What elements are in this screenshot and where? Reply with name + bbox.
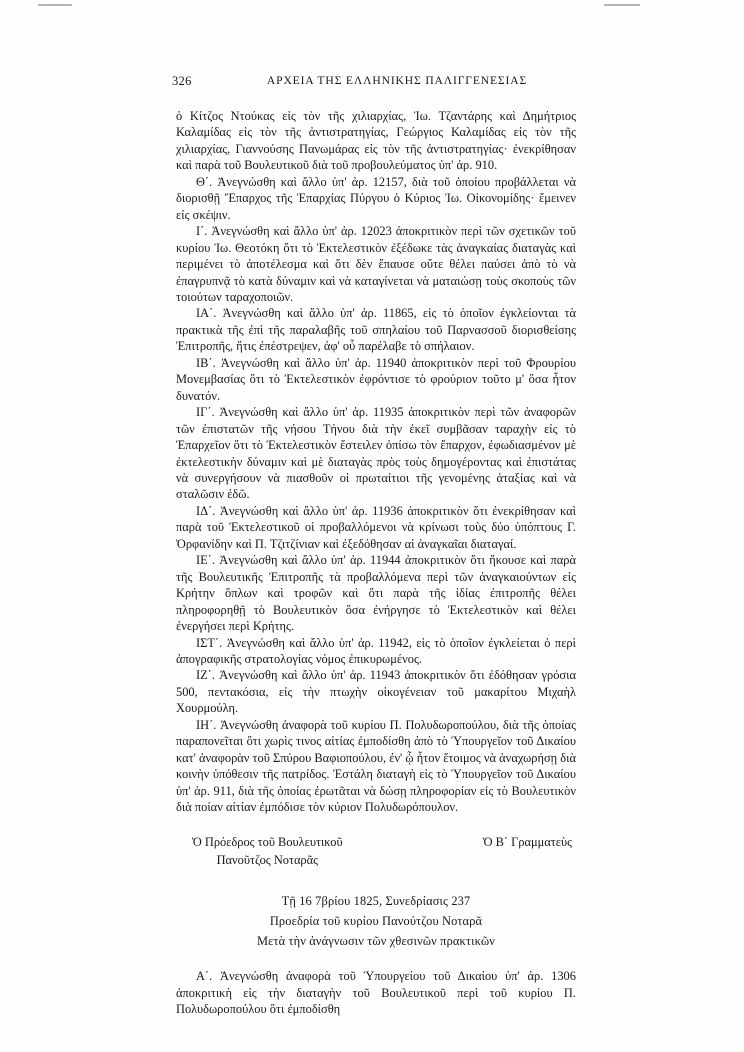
body-text [176, 108, 576, 815]
paragraph-ia: ΙΑ΄. Ἀνεγνώσθη καὶ ἄλλο ὑπ' ἀρ. 11865, εἰς τὸ ὁποῖον ἐγκλείονται τὰ πρακτικὰ τῆς ἐπὶ τῆς παραλαβῆς τοῦ σπηλαίου τοῦ Παρνασσοῦ διορισθείσης Ἐπιτροπῆς, ἥτις ἐπέστρεψεν, ἀφ' οὗ παρέλαβε τὸ σπήλαιον. [176, 306, 576, 354]
page-number: 326 [172, 74, 192, 88]
paragraph-alpha: Α΄. Ἀνεγνώσθη ἀναφορὰ τοῦ Ὑπουργείου τοῦ Δικαίου ὑπ' ἀρ. 1306 ἀποκριτικὴ εἰς τὴν διαταγὴν τοῦ Βουλευτικοῦ περὶ τοῦ κυρίου Π. Πολυδωροπούλου ὅτι ἐμποδίσθη [176, 969, 576, 1017]
paragraph-theta: Θ΄. Ἀνεγνώσθη καὶ ἄλλο ὑπ' ἀρ. 12157, διὰ τοῦ ὁποίου προβάλλεται νὰ διορισθῇ Ἔπαρχος τῆς Ἐπαρχίας Πύργου ὁ Κύριος Ἰω. Οἰκονομίδης· ἔμεινεν εἰς σκέψιν. [176, 174, 576, 222]
scan-edge-mark-right [604, 4, 640, 6]
paragraph-ib: ΙΒ΄. Ἀνεγνώσθη καὶ ἄλλο ὑπ' ἀρ. 11940 ἀποκριτικὸν περὶ τοῦ Φρουρίου Μονεμβασίας ὅτι τὸ Ἐκτελεστικὸν ἐφρόντισε τὸ φρούριον τοῦτο μ' ὅσα ἦτον δυνατόν. [176, 355, 576, 403]
signature-president-title: Ὁ Πρόεδρος τοῦ Βουλευτικοῦ [192, 835, 343, 850]
signature-secretary [483, 834, 572, 851]
session-body-text [176, 968, 576, 1017]
page-content [172, 74, 576, 1018]
paragraph-ig: ΙΓ΄. Ἀνεγνώσθη καὶ ἄλλο ὑπ' ἀρ. 11935 ἀποκριτικὸν περὶ τῶν ἀναφορῶν τῶν ἐπιστατῶν τῆς νήσου Τήνου διὰ τὴν ἐκεῖ συμβᾶσαν ταραχὴν εἰς τὸ Ἐπαρχεῖον ὅτι τὸ Ἐκτελεστικὸν ἔστειλεν ὀπίσω τὸν ἔπαρχον, ἐφωδιασμένον μὲ ἐκτελεστικὴν δύναμιν καὶ μὲ διαταγὰς πρὸς τοὺς δημογέροντας καὶ ἐπιστάτας νὰ συνεργήσουν νὰ πιασθοῦν οἱ πρωταίτιοι τῆς γενομένης ἀταξίας καὶ νὰ σταλῶσιν ἐδῶ. [176, 405, 576, 502]
scan-edge-mark-left [38, 4, 72, 6]
paragraph-id: ΙΔ΄. Ἀνεγνώσθη καὶ ἄλλο ὑπ' ἀρ. 11936 ἀποκριτικὸν ὅτι ἐνεκρίθησαν καὶ παρὰ τοῦ Ἐκτελεστικοῦ οἱ προβαλλόμενοι νὰ κρίνωσι τοὺς δύο ὑπόπτους Γ. Ὀρφανίδην καὶ Π. Τζιτζίνιαν καὶ ἐξεδόθησαν αἱ ἀναγκαῖαι διαταγαί. [176, 503, 576, 551]
signature-president [192, 834, 343, 869]
paragraph-ih: ΙΗ΄. Ἀνεγνώσθη ἀναφορὰ τοῦ κυρίου Π. Πολυδωροπούλου, διὰ τῆς ὁποίας παραπονεῖται ὅτι χωρὶς τινος αἰτίας ἐμποδίσθη ἀπὸ τὸ Ὑπουργεῖον τοῦ Δικαίου κατ' ἀναφορὰν τοῦ Σπύρου Βαφιοπούλου, ἐν' ᾧ ἦτον ἕτοιμος νὰ ἀναχωρήσῃ διὰ κοινὴν ὑπόθεσιν τῆς πατρίδος. Ἐστάλη διαταγὴ εἰς τὸ Ὑπουργεῖον τοῦ Δικαίου ὑπ' ἀρ. 911, διὰ τῆς ὁποίας ἐρωτᾶται νὰ δώσῃ πληροφορίαν εἰς τὸ Βουλευτικὸν διὰ ποίαν αἰτίαν ἐμπόδισε τὸν κύριον Πολυδωρόπουλον. [176, 717, 576, 815]
paragraph-iz: ΙΖ΄. Ἀνεγνώσθη καὶ ἄλλο ὑπ' ἀρ. 11943 ἀποκριτικὸν ὅτι ἐδόθησαν γρόσια 500, πεντακόσια, εἰς τὴν πτωχὴν οἰκογένειαν τοῦ μακαρίτου Μιχαὴλ Χουρμούλη. [176, 668, 576, 716]
session-date-line: Τῇ 16 7βρίου 1825, Συνεδρίασις 237 [281, 894, 471, 909]
paragraph-ie: ΙΕ΄. Ἀνεγνώσθη καὶ ἄλλο ὑπ' ἀρ. 11944 ἀποκριτικὸν ὅτι ἤκουσε καὶ παρὰ τῆς Βουλευτικῆς Ἐπιτροπῆς τὰ προβαλλόμενα περὶ τῶν ἀναγκαιούντων εἰς Κρήτην ὅπλων καὶ τροφῶν καὶ ὅτι παρὰ τῆς ἰδίας ἐπιτροπῆς θέλει πληροφορηθῇ τὸ Βουλευτικὸν ὅσα ἐνήργησε τὸ Ἐκτελεστικὸν καὶ θέλει ἐνεργήσει περὶ Κρήτης. [176, 553, 576, 634]
signature-president-name: Πανοῦτζος Νοταρᾶς [216, 853, 319, 868]
running-head-title: ΑΡΧΕΙΑ ΤΗΣ ΕΛΛΗΝΙΚΗΣ ΠΑΛΙΓΓΕΝΕΣΙΑΣ [266, 74, 528, 87]
session-note-line: Μετὰ τὴν ἀνάγνωσιν τῶν χθεσινῶν πρακτικῶν [256, 933, 496, 948]
session-heading [176, 892, 576, 951]
signature-block [176, 834, 576, 874]
paragraph-iota: Ι΄. Ἀνεγνώσθη καὶ ἄλλο ὑπ' ἀρ. 12023 ἀποκριτικὸν περὶ τῶν σχετικῶν τοῦ κυρίου Ἰω. Θεοτόκη ὅτι τὸ Ἐκτελεστικὸν ἐξέδωκε τὰς ἀναγκαίας διαταγὰς καὶ περιμένει τὸ ἀποτέλεσμα καὶ ὅτι δὲν ἔπαυσε οὔτε θέλει παύσει ἀπὸ τὸ νὰ ἐπαγρυπνᾷ τὸ κατὰ δύναμιν καὶ νὰ καταγίνεται νὰ ματαιώσῃ τοὺς σκοποὺς τῶν τοιούτων ταραχοποιῶν. [176, 224, 576, 304]
signature-secretary-title: Ὁ Β΄ Γραμματεὺς [482, 835, 572, 850]
paragraph-is: ΙΣΤ΄. Ἀνεγνώσθη καὶ ἄλλο ὑπ' ἀρ. 11942, εἰς τὸ ὁποῖον ἐγκλείεται ὁ περὶ ἀπογραφικῆς στρατολογίας νόμος ἐπικυρωμένος. [176, 635, 576, 666]
paragraph-carryover: ὁ Κίτζος Ντούκας εἰς τὸν τῆς χιλιαρχίας, Ἰω. Τζαντάρης καὶ Δημήτριος Καλαμίδας εἰς τὸν τῆς ἀντιστρατηγίας, Γεώργιος Καλαμίδας εἰς τὸν τῆς χιλιαρχίας, Γιαννούσης Πανωμάρας εἰς τὸν τῆς ἀντιστρατηγίας· ἐνεκρίθησαν καὶ παρὰ τοῦ Βουλευτικοῦ διὰ τοῦ προβουλεύματος ὑπ' ἀρ. 910. [176, 109, 576, 173]
running-head [172, 74, 576, 100]
session-presidency-line: Προεδρία τοῦ κυρίου Πανούτζου Νοταρᾶ [269, 914, 483, 929]
